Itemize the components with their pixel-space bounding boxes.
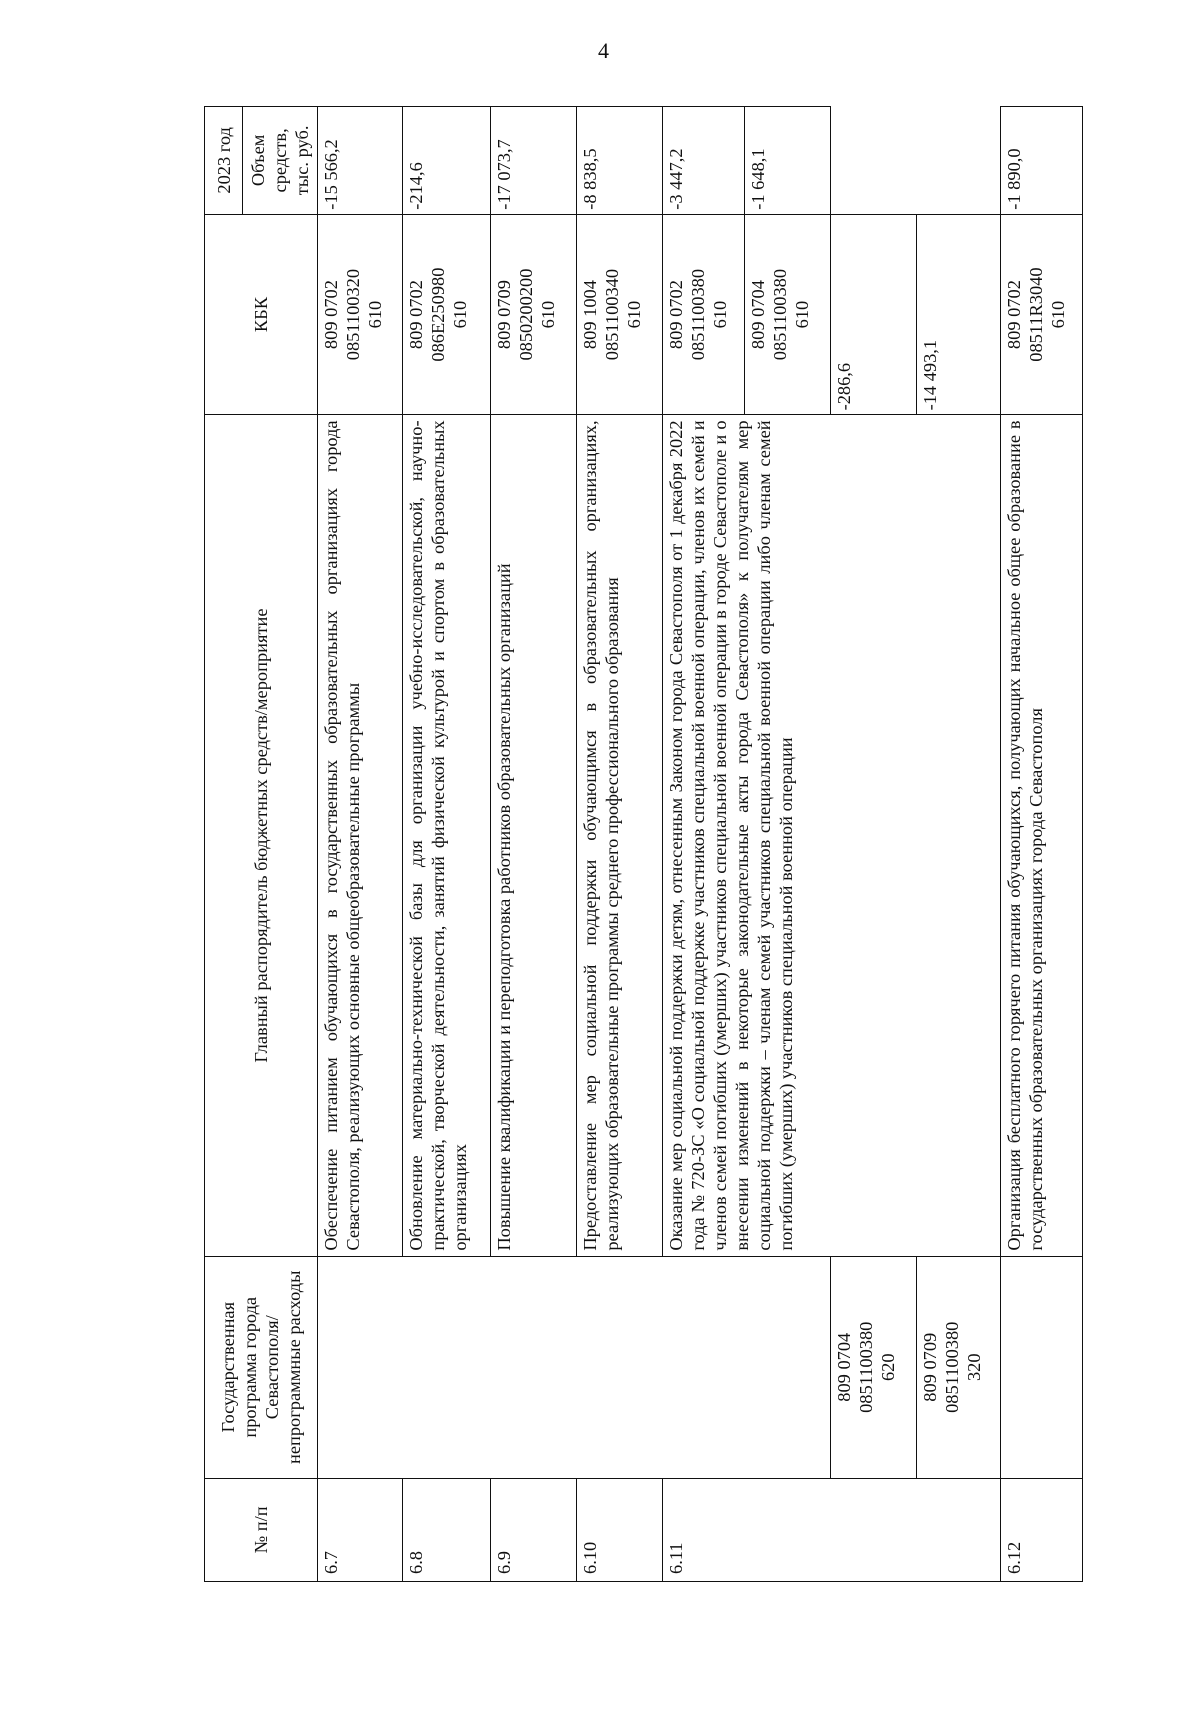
row-desc: Повышение квалификации и переподготовка работников образовательных организаций (491, 415, 577, 1256)
row-amount: -14 493,1 (917, 214, 1001, 415)
row-num: 6.11 (663, 1478, 1001, 1581)
row-amount: -3 447,2 (663, 107, 745, 215)
row-desc: Предоставление мер социальной поддержки обучающимся в образовательных организациях, реализующих образовательные программы среднего профессионального образования (577, 415, 663, 1256)
row-desc: Оказание мер социальной поддержки детям, отнесенным Законом города Севастополя от 1 декабря 2022 года № 720-ЗС «О социальной поддержке участников специальной военной операции, членов их семей и членов семей погибших (умерших) участников специальной военной операции в городе Севастополе и о внесении изменений в некоторые законодательные акты города Севастополя» к получателям мер социальной поддержки – членам семей участников специальной военной операции либо членам семей погибших (умерших) участников специальной военной операции (663, 415, 1001, 1256)
row-amount: -286,6 (831, 214, 917, 415)
row-kbk: 809 0702 086E250980 610 (403, 214, 491, 415)
row-kbk: 809 0704 0851100380 620 (831, 1256, 917, 1478)
header-kbk: КБК (205, 214, 318, 415)
row-kbk: 809 0704 0851100380 610 (745, 214, 831, 415)
row-desc: Организация бесплатного горячего питания обучающихся, получающих начальное общее образование в государственных образовательных организациях города Севастополя (1001, 415, 1083, 1256)
rotated-table-container (204, 106, 1090, 1582)
row-amount: -214,6 (403, 107, 491, 215)
header-amount: Объем средств, тыс. руб. (243, 107, 318, 215)
row-amount: -1 890,0 (1001, 107, 1083, 215)
table-row (1001, 107, 1083, 1582)
row-num: 6.12 (1001, 1478, 1083, 1581)
row-amount: -17 073,7 (491, 107, 577, 215)
row-program (1001, 1256, 1083, 1478)
row-amount: -1 648,1 (745, 107, 831, 215)
budget-table (204, 106, 1083, 1582)
row-kbk: 809 1004 0851100340 610 (577, 214, 663, 415)
row-kbk: 809 0709 0851100380 320 (917, 1256, 1001, 1478)
row-kbk: 809 0702 08511R3040 610 (1001, 214, 1083, 415)
header-manager: Главный распорядитель бюджетных средств/мероприятие (205, 415, 318, 1256)
row-amount: -8 838,5 (577, 107, 663, 215)
header-program: Государственная программа города Севастополя/ непрограммные расходы (205, 1256, 318, 1478)
row-num: 6.7 (318, 1478, 403, 1581)
row-amount: -15 566,2 (318, 107, 403, 215)
row-kbk: 809 0702 0851100320 610 (318, 214, 403, 415)
page-number: 4 (598, 38, 609, 63)
row-num: 6.9 (491, 1478, 577, 1581)
row-kbk: 809 0709 0850200200 610 (491, 214, 577, 415)
row-desc: Обновление материально-технической базы для организации учебно-исследовательской, научно-практической, творческой деятельности, занятий физической культурой и спортом в образовательных организациях (403, 415, 491, 1256)
row-num: 6.10 (577, 1478, 663, 1581)
table-row (318, 107, 403, 1582)
header-year: 2023 год (205, 107, 243, 215)
row-kbk: 809 0702 0851100380 610 (663, 214, 745, 415)
row-program (318, 1256, 831, 1478)
row-num: 6.8 (403, 1478, 491, 1581)
header-num: № п/п (205, 1478, 318, 1581)
row-desc: Обеспечение питанием обучающихся в государственных образовательных организациях города Севастополя, реализующих основные общеобразовательные программы (318, 415, 403, 1256)
document-sheet (204, 106, 1090, 1582)
